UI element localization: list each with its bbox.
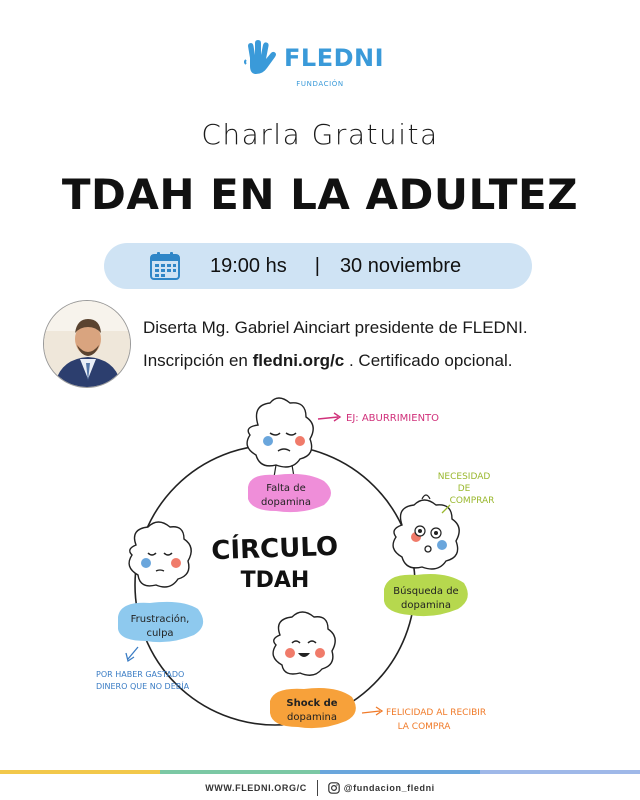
registration-link[interactable]: fledni.org/c xyxy=(252,351,345,370)
note-bottom-arrow xyxy=(362,707,382,715)
node-top-line2: dopamina xyxy=(261,497,311,508)
registration-suffix: . Certificado opcional. xyxy=(344,351,513,370)
calendar-icon xyxy=(150,252,180,280)
node-left-line1: Frustración, xyxy=(130,614,190,625)
registration-prefix: Inscripción en xyxy=(143,351,253,370)
footer-bar-lightblue xyxy=(480,770,640,774)
event-separator: | xyxy=(314,254,320,277)
center-title: CÍRCULO xyxy=(210,531,339,567)
footer-bar-blue xyxy=(320,770,480,774)
speaker-description: Diserta Mg. Gabriel Ainciart presidente de FLEDNI. xyxy=(143,318,528,337)
note-left-arrow xyxy=(126,647,138,661)
adhd-cycle-diagram xyxy=(80,395,560,760)
footer-bar-green xyxy=(160,770,320,774)
footer-url[interactable]: WWW.FLEDNI.ORG/C xyxy=(205,783,307,793)
event-date: 30 noviembre xyxy=(339,254,462,277)
note-left-line1: POR HABER GASTADO xyxy=(96,670,185,679)
creature-sad xyxy=(129,522,191,587)
hand-logo-icon xyxy=(244,40,278,76)
event-kicker: Charla Gratuita xyxy=(201,118,439,151)
footer xyxy=(0,776,640,800)
creature-happy xyxy=(273,612,335,675)
node-top-line1: Falta de xyxy=(266,483,306,494)
footer-instagram[interactable] xyxy=(328,782,435,794)
note-top: EJ: ABURRIMIENTO xyxy=(346,413,440,424)
note-right-line1: NECESIDAD xyxy=(437,472,491,482)
footer-divider xyxy=(317,780,318,796)
footer-bar-yellow xyxy=(0,770,160,774)
event-date-pill xyxy=(104,243,532,289)
creature-bored xyxy=(247,398,313,477)
footer-color-bar xyxy=(0,770,640,774)
node-bottom-line2: dopamina xyxy=(287,712,337,723)
note-right-line2: DE xyxy=(457,484,471,494)
registration-info xyxy=(143,351,512,371)
note-top-arrow xyxy=(318,417,338,419)
node-left-line2: culpa xyxy=(146,628,174,639)
speaker-avatar xyxy=(43,300,131,388)
note-right-line3: COMPRAR xyxy=(449,496,495,506)
brand-name: FLEDNI xyxy=(284,44,385,72)
node-right-line1: Búsqueda de xyxy=(393,586,459,597)
event-title: TDAH EN LA ADULTEZ xyxy=(61,170,579,219)
brand-subtitle: FUNDACIÓN xyxy=(296,80,344,88)
instagram-handle: @fundacion_fledni xyxy=(343,783,435,793)
instagram-icon xyxy=(328,782,340,794)
note-left-line2: DINERO QUE NO DEBÍA xyxy=(96,682,190,691)
event-time: 19:00 hs xyxy=(210,254,287,277)
brand-logo xyxy=(0,36,640,96)
center-subtitle: TDAH xyxy=(240,568,310,593)
note-bottom-line2: LA COMPRA xyxy=(397,722,451,732)
node-right-line2: dopamina xyxy=(401,600,451,611)
note-bottom-line1: FELICIDAD AL RECIBIR xyxy=(386,708,487,718)
node-bottom-line1: Shock de xyxy=(286,698,338,709)
